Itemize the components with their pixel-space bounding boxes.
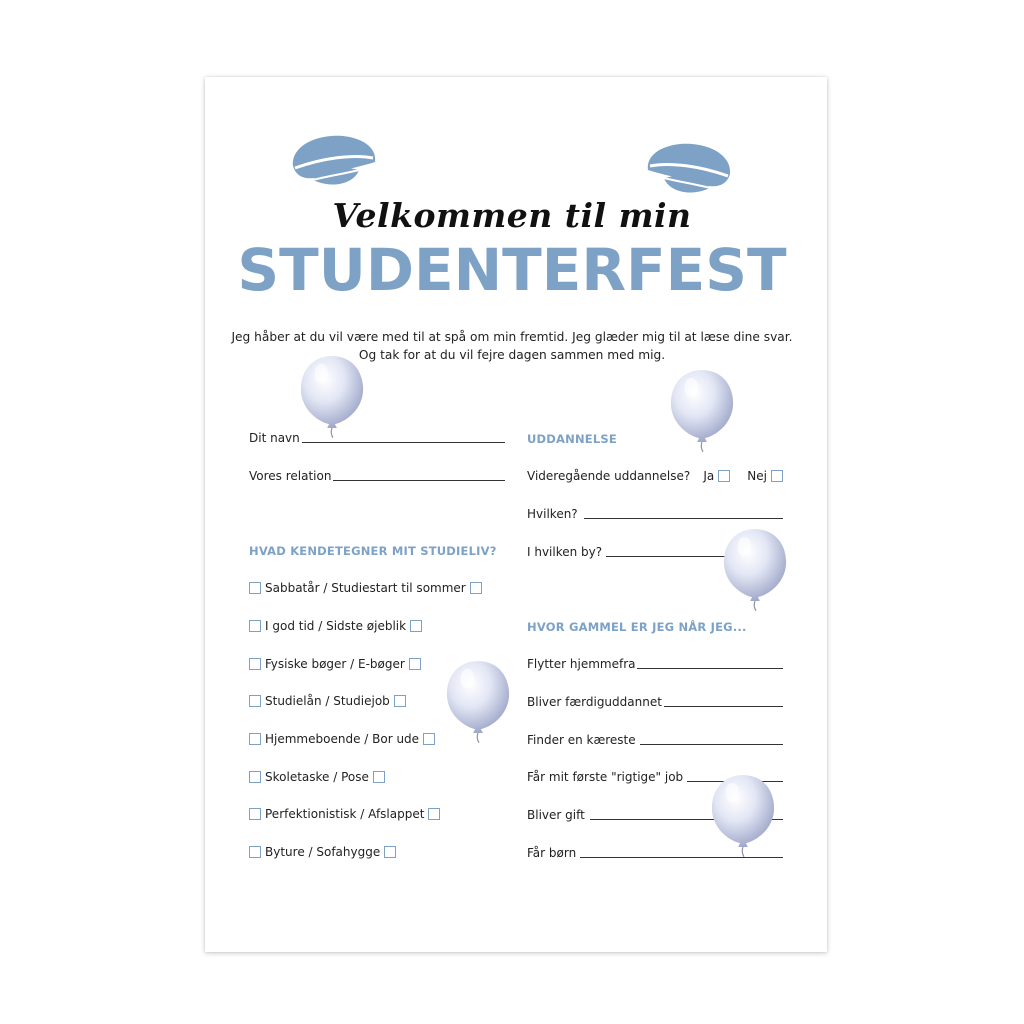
yes-checkbox[interactable] [718,470,730,482]
relation-line[interactable] [333,480,505,481]
age-item-label: Bliver færdiguddannet [527,695,662,709]
checkbox-left[interactable] [249,658,261,670]
age-item-label: Finder en kæreste [527,733,636,747]
option-sabbatical [249,581,482,595]
option-bag [249,770,385,784]
option-living [249,732,435,746]
city-label: I hvilken by? [527,545,603,559]
age-item-label: Flytter hjemmefra [527,657,636,671]
age-item-partner[interactable] [527,733,783,747]
checkbox-right[interactable] [373,771,385,783]
age-item-graduate[interactable] [527,695,783,709]
option-books [249,657,421,671]
balloon-icon [668,366,736,454]
student-cap-icon [283,128,383,198]
intro-line-2: Og tak for at du vil fejre dagen sammen med mig. [358,348,666,362]
checkbox-right[interactable] [410,620,422,632]
age-item-label: Får mit første "rigtige" job [527,770,684,784]
relation-field[interactable] [249,469,505,483]
checkbox-right[interactable] [394,695,406,707]
balloon-icon [709,771,777,859]
option-label: Fysiske bøger / E-bøger [265,657,405,671]
age-item-line[interactable] [637,668,783,669]
option-nightlife [249,845,396,859]
name-label: Dit navn [249,431,300,445]
option-attitude [249,807,440,821]
option-timing [249,619,422,633]
studielife-heading: HVAD KENDETEGNER MIT STUDIELIV? [249,544,497,558]
relation-label: Vores relation [249,469,332,483]
option-label: Skoletaske / Pose [265,770,369,784]
education-heading: UDDANNELSE [527,432,617,446]
balloon-icon [444,657,512,745]
option-finance [249,694,406,708]
intro-line-1: Jeg håber at du vil være med til at spå om min fremtid. Jeg glæder mig til at læse dine svar. [231,330,793,344]
checkbox-right[interactable] [470,582,482,594]
checkbox-left[interactable] [249,620,261,632]
no-label: Nej [747,469,767,483]
no-checkbox[interactable] [771,470,783,482]
checkbox-left[interactable] [249,846,261,858]
option-label: I god tid / Sidste øjeblik [265,619,407,633]
checkbox-left[interactable] [249,582,261,594]
option-label: Hjemmeboende / Bor ude [265,732,420,746]
checkbox-left[interactable] [249,808,261,820]
higher-edu-label: Videregående uddannelse? [527,469,691,483]
checkbox-left[interactable] [249,695,261,707]
checkbox-right[interactable] [423,733,435,745]
option-label: Byture / Sofahygge [265,845,381,859]
checkbox-left[interactable] [249,733,261,745]
higher-edu-row [527,469,783,483]
intro-text [0,328,1024,364]
age-item-label: Bliver gift [527,808,585,822]
option-label: Sabbatår / Studiestart til sommer [265,581,466,595]
name-field[interactable] [249,431,505,445]
age-item-move-out[interactable] [527,657,783,671]
checkbox-right[interactable] [409,658,421,670]
yes-label: Ja [703,469,715,483]
option-label: Studielån / Studiejob [265,694,390,708]
age-item-line[interactable] [664,706,783,707]
checkbox-right[interactable] [384,846,396,858]
age-item-label: Får børn [527,846,577,860]
which-line[interactable] [584,518,783,519]
age-heading: HVOR GAMMEL ER JEG NÅR JEG... [527,620,747,634]
balloon-icon [298,352,366,440]
name-line[interactable] [302,442,505,443]
which-field[interactable] [527,507,783,521]
which-label: Hvilken? [527,507,578,521]
option-label: Perfektionistisk / Afslappet [265,807,425,821]
age-item-line[interactable] [640,744,783,745]
checkbox-left[interactable] [249,771,261,783]
page-title: STUDENTERFEST [237,236,787,304]
checkbox-right[interactable] [428,808,440,820]
welcome-heading: Velkommen til min [332,196,692,235]
balloon-icon [721,525,789,613]
